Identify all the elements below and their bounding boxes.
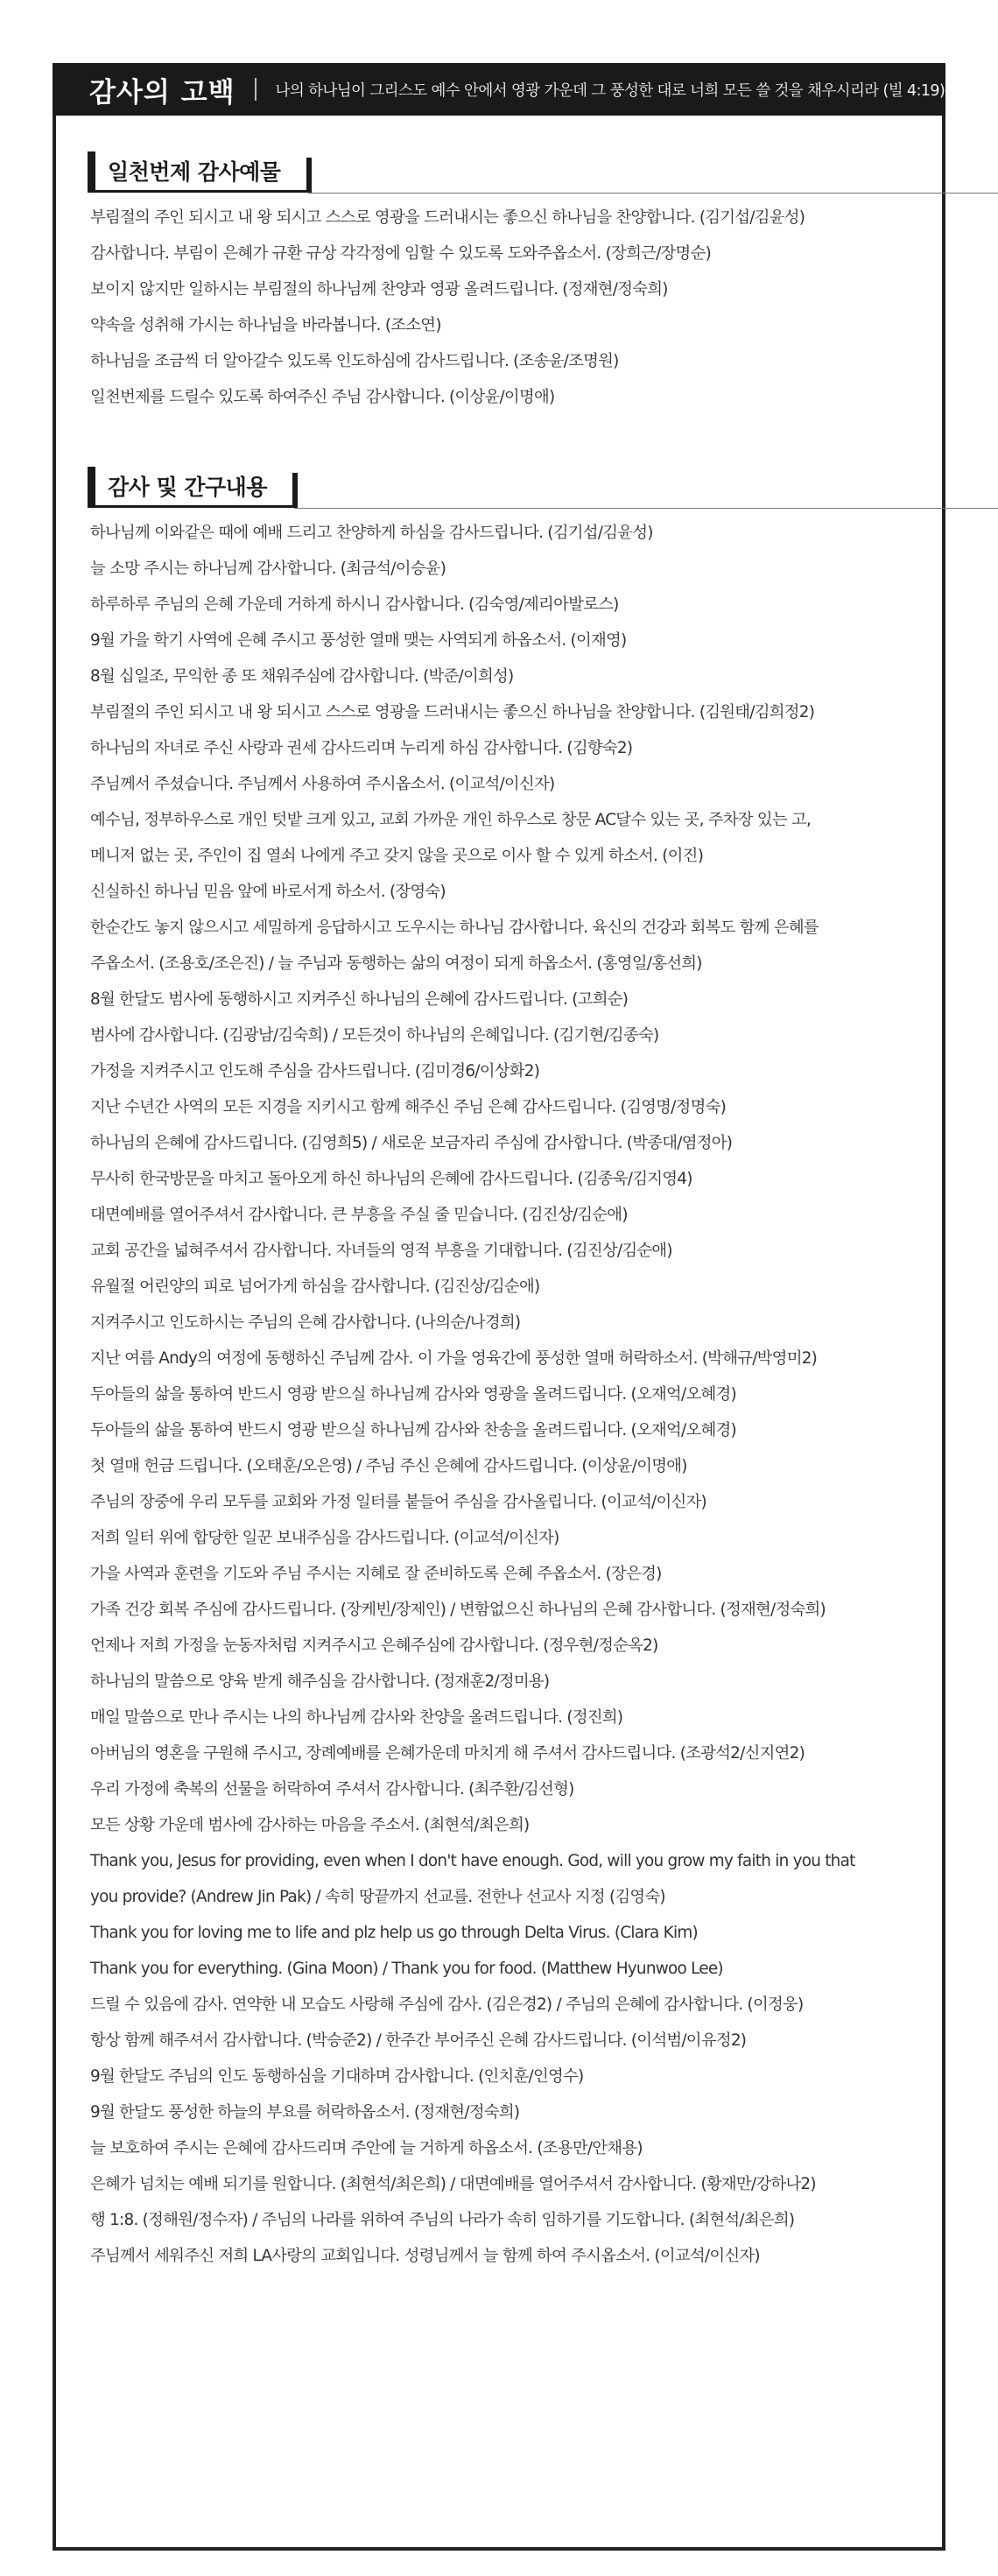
list-item: 하나님께 이와같은 때에 예배 드리고 찬양하게 하심을 감사드립니다. (김기섭/김윤성) (90, 524, 653, 542)
list-item: 범사에 감사합니다. (김광남/김숙희) / 모든것이 하나님의 은혜입니다. (김기현/김종숙) (90, 1026, 659, 1045)
list-item: 보이지 않지만 일하시는 부림절의 하나님께 찬양과 영광 올려드립니다. (정재현/정숙희) (90, 280, 668, 299)
list-item: 늘 소망 주시는 하나님께 감사합니다. (최금석/이승윤) (90, 560, 446, 578)
section-label: 일천번제 감사예물 (108, 159, 281, 185)
list-item: 매일 말씀으로 만나 주시는 나의 하나님께 감사와 찬양을 올려드립니다. (정진희) (90, 1708, 623, 1727)
list-item: 9월 가을 학기 사역에 은혜 주시고 풍성한 열매 맺는 사역되게 하옵소서. (이재영) (90, 631, 627, 650)
list-item: 지난 여름 Andy의 여정에 동행하신 주님께 감사. 이 가을 영육간에 풍성한 열매 허락하소서. (박해규/박영미2) (90, 1349, 818, 1368)
section-rule (308, 193, 998, 194)
list-item: 지켜주시고 인도하시는 주님의 은혜 감사합니다. (나의순/나경희) (90, 1313, 521, 1332)
list-item: you provide? (Andrew Jin Pak) / 속히 땅끝까지 선교를. 전한나 선교사 지정 (김영숙) (90, 1888, 665, 1906)
section-title-thanks (88, 464, 294, 508)
list-item: 일천번제를 드릴수 있도록 하여주신 주님 감사합니다. (이상윤/이명애) (90, 388, 555, 406)
list-item: 모든 상황 가운데 범사에 감사하는 마음을 주소서. (최현석/최은희) (90, 1816, 530, 1834)
list-item: 하나님의 자녀로 주신 사랑과 권세 감사드리며 누리게 하심 감사합니다. (김향숙2) (90, 739, 633, 757)
list-item: 행 1:8. (정해원/정수자) / 주님의 나라를 위하여 주님의 나라가 속히 임하기를 기도합니다. (최현석/최은희) (90, 2211, 795, 2229)
list-item: 교회 공간을 넓혀주셔서 감사합니다. 자녀들의 영적 부흥을 기대합니다. (김진상/김순애) (90, 1242, 672, 1260)
list-item: 한순간도 놓지 않으시고 세밀하게 응답하시고 도우시는 하나님 감사합니다. 육신의 건강과 회복도 함께 은혜를 (90, 918, 819, 937)
page-title: 감사의 고백 (89, 76, 235, 109)
section-marker (88, 467, 95, 505)
section-end-cap (292, 473, 298, 508)
list-item: 무사히 한국방문을 마치고 돌아오게 하신 하나님의 은혜에 감사드립니다. (김종욱/김지영4) (90, 1170, 692, 1188)
list-item: 9월 한달도 주님의 인도 동행하심을 기대하며 감사합니다. (인치훈/인영수) (90, 2067, 584, 2086)
header-verse: 나의 하나님이 그리스도 예수 안에서 영광 가운데 그 풍성한 대로 너희 모든 쓸 것을 채우시리라 (빌 4:19) (275, 81, 945, 100)
list-item: 8월 십일조, 무익한 종 또 채워주심에 감사합니다. (박준/이희성) (90, 667, 514, 686)
list-item: 가정을 지켜주시고 인도해 주심을 감사드립니다. (김미경6/이상화2) (90, 1062, 540, 1080)
offering-list (90, 200, 913, 415)
list-item: 늘 보호하여 주시는 은혜에 감사드리며 주안에 늘 거하게 하옵소서. (조용만/안채용) (90, 2139, 643, 2157)
list-item: Thank you, Jesus for providing, even when I don't have enough. God, will you grow my faith in you that (90, 1852, 855, 1870)
list-item: Thank you for loving me to life and plz help us go through Delta Virus. (Clara Kim) (90, 1924, 698, 1942)
list-item: 아버님의 영혼을 구원해 주시고, 장례예배를 은혜가운데 마치게 해 주셔서 감사드립니다. (조광석2/신지연2) (90, 1744, 805, 1763)
section-marker (88, 151, 95, 190)
list-item: 감사합니다. 부림이 은혜가 규환 규상 각각정에 임할 수 있도록 도와주옵소서. (장희근/장명순) (90, 244, 712, 263)
list-item: 예수님, 정부하우스로 개인 텃밭 크게 있고, 교회 가까운 개인 하우스로 창문 AC달수 있는 곳, 주차장 있는 고, (90, 811, 812, 829)
list-item: 하나님의 말씀으로 양육 받게 해주심을 감사합니다. (정재훈2/정미용) (90, 1672, 550, 1691)
list-item: 8월 한달도 범사에 동행하시고 지켜주신 하나님의 은혜에 감사드립니다. (고희순) (90, 990, 629, 1009)
section-title-offering (88, 149, 308, 193)
list-item: 주님께서 주셨습니다. 주님께서 사용하여 주시옵소서. (이교석/이신자) (90, 775, 555, 793)
list-item: 드릴 수 있음에 감사. 연약한 내 모습도 사랑해 주심에 감사. (김은경2) / 주님의 은혜에 감사합니다. (이정웅) (90, 1995, 804, 2014)
section-rule (294, 508, 998, 509)
list-item: 메니저 없는 곳, 주인이 집 열쇠 나에게 주고 갖지 않을 곳으로 이사 할 수 있게 하소서. (이진) (90, 847, 704, 865)
thanks-list (90, 515, 913, 2274)
list-item: 주님의 장중에 우리 모두를 교회와 가정 일터를 붙들어 주심을 감사올립니다. (이교석/이신자) (90, 1493, 706, 1511)
list-item: 부림절의 주인 되시고 내 왕 되시고 스스로 영광을 드러내시는 좋으신 하나님을 찬양합니다. (김원태/김희정2) (90, 703, 815, 721)
list-item: 두아들의 삶을 통하여 반드시 영광 받으실 하나님께 감사와 영광을 올려드립니다. (오재억/오혜경) (90, 1385, 736, 1404)
list-item: 부림절의 주인 되시고 내 왕 되시고 스스로 영광을 드러내시는 좋으신 하나님을 찬양합니다. (김기섭/김윤성) (90, 208, 805, 227)
list-item: 약속을 성취해 가시는 하나님을 바라봅니다. (조소연) (90, 316, 441, 334)
list-item: 지난 수년간 사역의 모든 지경을 지키시고 함께 해주신 주님 은혜 감사드립니다. (김영명/정명숙) (90, 1098, 727, 1116)
list-item: 은혜가 넘치는 예배 되기를 원합니다. (최현석/최은희) / 대면예배를 열어주셔서 감사합니다. (황재만/강하나2) (90, 2175, 816, 2193)
list-item: 언제나 저희 가정을 눈동자처럼 지켜주시고 은혜주심에 감사합니다. (정우현/정순옥2) (90, 1636, 658, 1655)
list-item: 가족 건강 회복 주심에 감사드립니다. (장케빈/장제인) / 변함없으신 하나님의 은혜 감사합니다. (정재현/정숙희) (90, 1601, 826, 1619)
list-item: 대면예배를 열어주셔서 감사합니다. 큰 부흥을 주실 줄 믿습니다. (김진상/김순애) (90, 1206, 628, 1224)
list-item: 하나님을 조금씩 더 알아갈수 있도록 인도하심에 감사드립니다. (조송윤/조명원) (90, 352, 619, 370)
section-underline (88, 505, 294, 508)
list-item: 첫 열매 헌금 드립니다. (오태훈/오은영) / 주님 주신 은혜에 감사드립니다. (이상윤/이명애) (90, 1457, 687, 1475)
list-item: 하나님의 은혜에 감사드립니다. (김영희5) / 새로운 보금자리 주심에 감사합니다. (박종대/염정아) (90, 1134, 733, 1152)
list-item: 주옵소서. (조용호/조은진) / 늘 주님과 동행하는 삶의 여정이 되게 하옵소서. (홍영일/홍선희) (90, 954, 702, 973)
section-underline (88, 190, 308, 193)
list-item: 항상 함께 해주셔서 감사합니다. (박승준2) / 한주간 부어주신 은혜 감사드립니다. (이석범/이유정2) (90, 2031, 747, 2050)
section-end-cap (306, 158, 312, 193)
list-item: 저희 일터 위에 합당한 일꾼 보내주심을 감사드립니다. (이교석/이신자) (90, 1529, 559, 1547)
list-item: 신실하신 하나님 믿음 앞에 바로서게 하소서. (장영숙) (90, 883, 446, 901)
section-label: 감사 및 간구내용 (108, 475, 267, 500)
list-item: Thank you for everything. (Gina Moon) / Thank you for food. (Matthew Hyunwoo Lee) (90, 1960, 723, 1978)
list-item: 하루하루 주님의 은혜 가운데 거하게 하시니 감사합니다. (김숙영/제리아발로스) (90, 595, 619, 614)
list-item: 우리 가정에 축복의 선물을 허락하여 주셔서 감사합니다. (최주환/김선형) (90, 1780, 574, 1798)
list-item: 9월 한달도 풍성한 하늘의 부요를 허락하옵소서. (정재현/정숙희) (90, 2103, 520, 2122)
list-item: 주님께서 세워주신 저희 LA사랑의 교회입니다. 성령님께서 늘 함께 하여 주시옵소서. (이교석/이신자) (90, 2247, 760, 2265)
page-header (53, 63, 945, 116)
list-item: 유월절 어린양의 피로 넘어가게 하심을 감사합니다. (김진상/김순애) (90, 1277, 540, 1296)
list-item: 가을 사역과 훈련을 기도와 주님 주시는 지혜로 잘 준비하도록 은혜 주옵소서. (장은경) (90, 1565, 662, 1583)
header-divider (255, 78, 257, 101)
list-item: 두아들의 삶을 통하여 반드시 영광 받으실 하나님께 감사와 찬송을 올려드립니다. (오재억/오혜경) (90, 1421, 736, 1439)
